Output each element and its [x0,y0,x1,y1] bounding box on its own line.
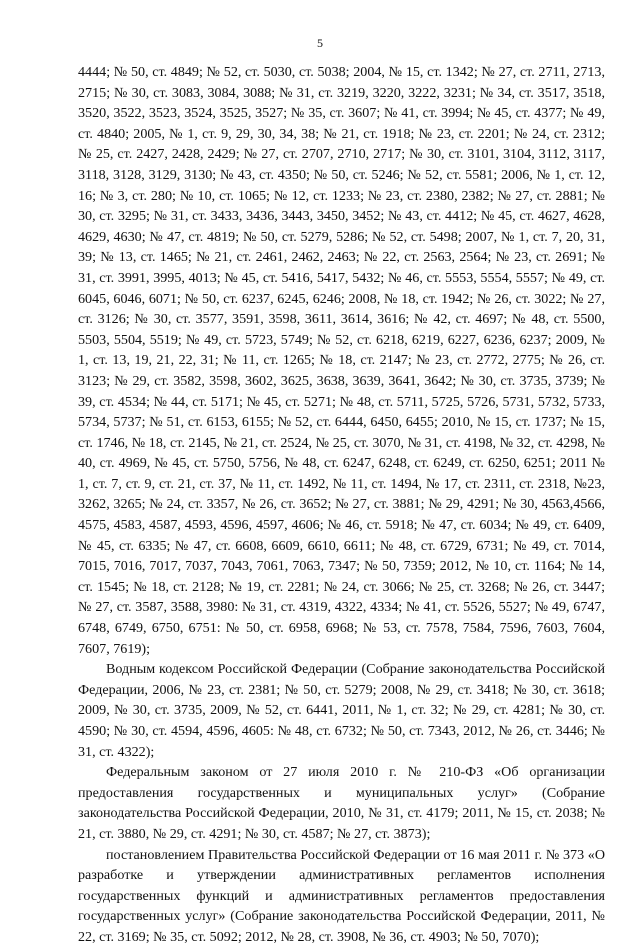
document-body [78,62,605,948]
paragraph-federal-law-210-fz: Федеральным законом от 27 июля 2010 г. № 210-ФЗ «Об организации предоставления государственных и муниципальных услуг» (Собрание законодательства Российской Федерации, 2010, № 31, ст. 4179; 2011, № 15, ст. 2038; № 21, ст. 3880, № 29, ст. 4291; № 30, ст. 4587; № 27, ст. 3873); [78,764,605,842]
paragraph-legal-citations-continued: 4444; № 50, ст. 4849; № 52, ст. 5030, ст. 5038; 2004, № 15, ст. 1342; № 27, ст. 2711, 2713, 2715; № 30, ст. 3083, 3084, 3088; № 31, ст. 3219, 3220, 3222, 3231; № 34, ст. 3517, 3518, 3520, 3522, 3523, 3524, 3525, 3527; № 35, ст. 3607; № 41, ст. 3994; № 45, ст. 4377; № 49, ст. 4840; 2005, № 1, ст. 9, 29, 30, 34, 38; № 21, ст. 1918; № 23, ст. 2201; № 24, ст. 2312; № 25, ст. 2427, 2428, 2429; № 27, ст. 2707, 2710, 2717; № 30, ст. 3101, 3104, 3112, 3117, 3118, 3128, 3129, 3130; № 43, ст. 4350; № 50, ст. 5246; № 52, ст. 5581; 2006, № 1, ст. 12, 16; № 3, ст. 280; № 10, ст. 1065; № 12, ст. 1233; № 23, ст. 2380, 2382; № 27, ст. 2881; № 30, ст. 3295; № 31, ст. 3433, 3436, 3443, 3450, 3452; № 43, ст. 4412; № 45, ст. 4627, 4628, 4629, 4630; № 47, ст. 4819; № 50, ст. 5279, 5286; № 52, ст. 5498; 2007, № 1, ст. 7, 20, 31, 39; № 13, ст. 1465; № 21, ст. 2461, 2462, 2463; № 22, ст. 2563, 2564; № 23, ст. 2691; № 31, ст. 3991, 3995, 4013; № 45, ст. 5416, 5417, 5432; № 46, ст. 5553, 5554, 5557; № 49, ст. 6045, 6046, 6071; № 50, ст. 6237, 6245, 6246; 2008, № 18, ст. 1942; № 26, ст. 3022; № 27, ст. 3126; № 30, ст. 3577, 3591, 3598, 3611, 3614, 3616; № 42, ст. 4697; № 48, ст. 5500, 5503, 5504, 5519; № 49, ст. 5723, 5749; № 52, ст. 6218, 6219, 6227, 6236, 6237; 2009, № 1, ст. 13, 19, 21, 22, 31; № 11, ст. 1265; № 18, ст. 2147; № 23, ст. 2772, 2775; № 26, ст. 3123; № 29, ст. 3582, 3598, 3602, 3625, 3638, 3639, 3641, 3642; № 30, ст. 3735, 3739; № 39, ст. 4534; № 44, ст. 5171; № 45, ст. 5271; № 48, ст. 5711, 5725, 5726, 5731, 5732, 5733, 5734, 5737; № 51, ст. 6153, 6155; № 52, ст. 6444, 6450, 6455; 2010, № 15, ст. 1737; № 15, ст. 1746, № 18, ст. 2145, № 21, ст. 2524, № 25, ст. 3070, № 31, ст. 4198, № 32, ст. 4298, № 40, ст. 4969, № 45, ст. 5750, 5756, № 48, ст. 6247, 6248, ст. 6249, ст. 6250, 6251; 2011 № 1, ст. 7, ст. 9, ст. 21, ст. 37, № 11, ст. 1492, № 11, ст. 1494, № 17, ст. 2311, ст. 2318, №23, 3262, 3265; № 24, ст. 3357, № 26, ст. 3652; № 27, ст. 3881; № 29, 4291; № 30, 4563,4566, 4575, 4583, 4587, 4593, 4596, 4597, 4606; № 46, ст. 5918; № 47, ст. 6034; № 49, ст. 6409, № 45, ст. 6335; № 47, ст. 6608, 6609, 6610, 6611; № 48, ст. 6729, 6731; № 49, ст. 7014, 7015, 7016, 7017, 7037, 7043, 7061, 7063, 7347; № 50, 7359; 2012, № 10, ст. 1164; № 14, ст. 1545; № 18, ст. 2128; № 19, ст. 2281; № 24, ст. 3066; № 25, ст. 3268; № 26, ст. 3447; № 27, ст. 3587, 3588, 3980: № 31, ст. 4319, 4322, 4334; № 41, ст. 5526, 5527; № 49, 6747, 6748, 6749, 6750, 6751: № 50, ст. 6958, 6968; № 53, ст. 7578, 7584, 7596, 7603, 7604, 7607, 7619); [78,64,605,657]
paragraph-water-code: Водным кодексом Российской Федерации (Собрание законодательства Российской Федерации, 2006, № 23, ст. 2381; № 50, ст. 5279; 2008, № 29, ст. 3418; № 30, ст. 3618; 2009, № 30, ст. 3735, 2009, № 52, ст. 6441, 2011, № 1, ст. 32; № 29, ст. 4281; № 30, ст. 4590; № 30, ст. 4594, 4596, 4605: № 48, ст. 6732; № 50, ст. 7343, 2012, № 26, ст. 3446; № 31, ст. 4322); [78,661,605,760]
paragraph-government-decree-373: постановлением Правительства Российской Федерации от 16 мая 2011 г. № 373 «О разработке и утверждении административных регламентов исполнения государственных функций и административных регламентов предоставления государственных услуг» (Собрание законодательства Российской Федерации, 2011, № 22, ст. 3169; № 35, ст. 5092; 2012, № 28, ст. 3908, № 36, ст. 4903; № 50, 7070); [78,846,605,945]
page-number: 5 [317,36,323,50]
